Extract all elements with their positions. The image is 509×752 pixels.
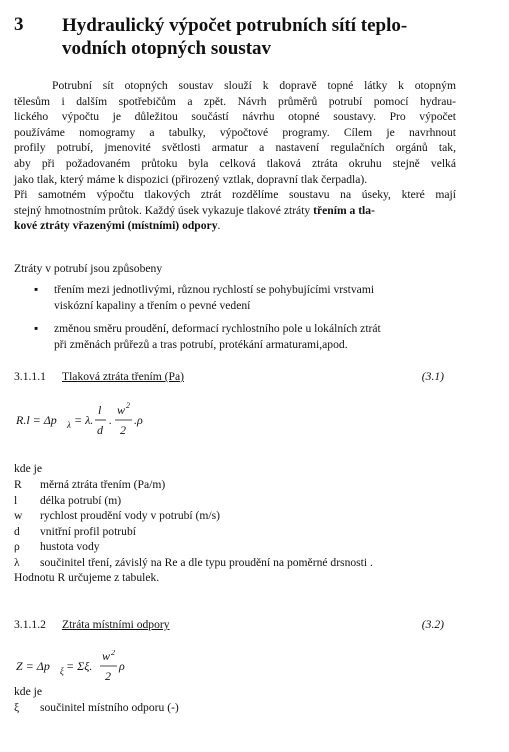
definition-symbol: R: [14, 478, 22, 491]
fraction-1-denominator: d: [97, 423, 103, 437]
definition-symbol: ξ: [14, 701, 20, 714]
paragraph-bold-text: kové ztráty vřazenými (místními) odpory: [14, 219, 218, 233]
paragraph-line: lického výpočtu je důležitou součástí návrhu otopné soustavy. Pro výpočet: [14, 110, 456, 124]
paragraph-line: [14, 218, 456, 234]
definition-text: součinitel tření, závislý na Re a dle typu proudění na poměrné drsnosti .: [40, 555, 373, 569]
list-item: [34, 282, 452, 313]
variable-definitions: [14, 700, 454, 716]
bullet-icon: ▪: [34, 322, 39, 336]
paragraph-text: stejný hmotnostním průtok. Každý úsek vykazuje tlakové ztráty: [14, 203, 314, 217]
paragraph-bold-text: třením a tla-: [313, 203, 375, 217]
causes-intro: Ztráty v potrubí jsou způsobeny: [14, 262, 163, 275]
friction-loss-formula: [14, 400, 174, 444]
paragraph-line: tělesům i dalším spotřebičům a zpět. Návrh průměrů potrubí pomocí hydrau-: [14, 94, 456, 108]
definition-row: [14, 508, 454, 524]
paragraph-line: jako tlak, který máme k dispozici (přirozený vztlak, dopravní tlak čerpadla).: [14, 172, 368, 186]
section-number: 3.1.1.1: [14, 370, 46, 383]
formula-tail: ρ: [119, 659, 125, 673]
paragraph-line: aby při požadovaném průtoku byla celková tlaková ztráta okruhu stejně velká: [14, 156, 456, 170]
definition-text: rychlost proudění vody v potrubí (m/s): [40, 509, 221, 522]
formula-subscript: λ: [67, 420, 71, 430]
paragraph-line: používáme nomogramy a tabulky, výpočtové programy. Cílem je navrhnout: [14, 125, 456, 139]
formula-lhs: R.l = Δp: [16, 413, 57, 427]
formula-dot: .: [109, 413, 112, 427]
chapter-title-line-1: Hydraulický výpočet potrubních sítí teplo-: [62, 15, 408, 36]
definition-row: [14, 477, 454, 493]
formula-tail: .ρ: [134, 413, 143, 427]
section-number: 3.1.1.2: [14, 618, 46, 631]
formula-mid: = λ.: [74, 413, 94, 427]
definition-row: [14, 539, 454, 555]
chapter-number: 3: [14, 14, 24, 35]
definition-symbol: ρ: [14, 540, 20, 553]
paragraph-line: Potrubní sít otopných soustav slouží k dopravě topné látky k otopným: [52, 79, 456, 92]
section-title: Tlaková ztráta třením (Pa): [62, 370, 185, 383]
definition-symbol: w: [14, 509, 23, 522]
definition-symbol: d: [14, 524, 20, 538]
definition-symbol: l: [14, 493, 18, 507]
fraction-denominator: 2: [105, 669, 111, 683]
definition-text: vnitřní profil potrubí: [40, 524, 136, 538]
fraction-2-denominator: 2: [120, 423, 126, 437]
list-item-line: při změnách průřezů a tras potrubí, protékání armaturami,apod.: [54, 337, 348, 351]
table-note: Hodnotu R určujeme z tabulek.: [14, 571, 160, 584]
formula-lhs: Z = Δp: [16, 659, 50, 673]
bullet-icon: ▪: [34, 283, 39, 296]
list-item-line: změnou směru proudění, deformací rychlostního pole u lokálních ztrát: [54, 322, 381, 336]
fraction-1-numerator: l: [98, 403, 102, 417]
definition-symbol: λ: [14, 555, 20, 569]
definition-row: [14, 700, 454, 716]
causes-list: [34, 282, 452, 360]
paragraph-text: .: [217, 219, 221, 233]
where-label: kde je: [14, 685, 43, 698]
formula-subscript: ξ: [60, 666, 64, 676]
variable-definitions: [14, 477, 454, 570]
intro-paragraph: [14, 78, 456, 234]
definition-text: délka potrubí (m): [40, 493, 122, 507]
definition-text: měrná ztráta třením (Pa/m): [40, 478, 166, 491]
list-item-line: viskózní kapaliny a třením o pevné vedení: [54, 298, 251, 312]
chapter-title-line-2: vodních otopných soustav: [62, 38, 272, 59]
list-item: [34, 321, 452, 352]
definition-row: [14, 555, 454, 571]
equation-number: (3.2): [421, 618, 444, 631]
where-label: kde je: [14, 462, 43, 475]
chapter-title: [62, 14, 492, 60]
local-loss-formula: [14, 650, 154, 690]
definition-text: hustota vody: [40, 540, 100, 553]
paragraph-line: Při samotném výpočtu tlakových ztrát rozdělíme soustavu na úseky, které mají: [14, 188, 456, 202]
fraction-superscript: 2: [111, 650, 115, 657]
fraction-2-superscript: 2: [126, 401, 130, 410]
equation-number: (3.1): [421, 370, 444, 383]
section-title: Ztráta místními odpory: [62, 618, 170, 631]
paragraph-line: profily potrubí, jmenovité světlosti armatur a nastavení regulačních orgánů tak,: [14, 141, 456, 155]
fraction-2-numerator: w: [117, 403, 126, 417]
definition-text: součinitel místního odporu (-): [40, 701, 179, 714]
definition-row: [14, 524, 454, 540]
paragraph-line: [14, 203, 456, 219]
list-item-line: třením mezi jednotlivými, různou rychlostí se pohybujícími vrstvami: [54, 283, 375, 296]
fraction-numerator: w: [102, 650, 111, 663]
formula-mid: = Σξ.: [66, 659, 93, 673]
definition-row: [14, 493, 454, 509]
